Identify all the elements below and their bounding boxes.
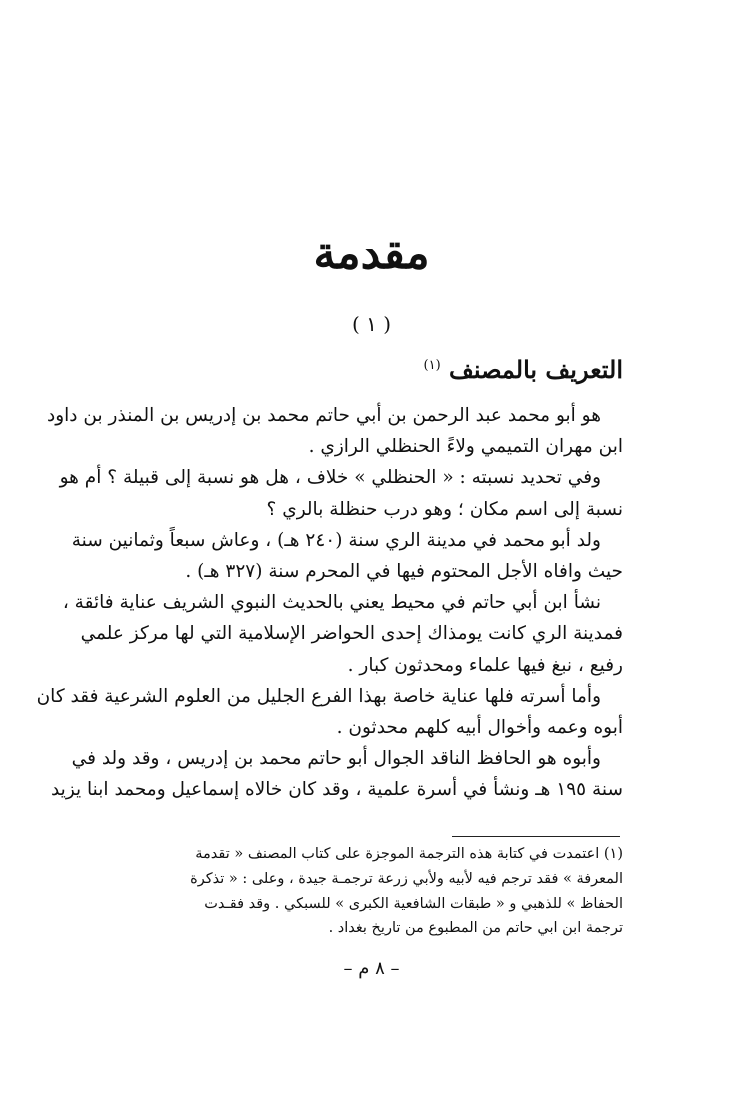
paragraph-line: نشأ ابن أبي حاتم في محيط يعني بالحديث النبوي الشريف عناية فائقة ،	[62, 592, 601, 614]
footnote-line: ترجمة ابن ابي حاتم من المطبوع من تاريخ بغداد .	[328, 920, 623, 937]
footnote-line: المعرفة » فقد ترجم فيه لأبيه ولأبي زرعة ترجمـة جيدة ، وعلى : « تذكرة	[190, 870, 623, 887]
paragraph-line: فمدينة الري كانت يومذاك إحدى الحواضر الإسلامية التي لها مركز علمي	[80, 623, 623, 645]
footnote-divider	[452, 836, 620, 837]
section-heading	[424, 355, 624, 384]
paragraph-line: وأبوه هو الحافظ الناقد الجوال أبو حاتم محمد بن إدريس ، وقد ولد في	[71, 748, 601, 770]
paragraph-line: وفي تحديد نسبته : « الحنظلي » خلاف ، هل هو نسبة إلى قبيلة ؟ أم هو	[59, 467, 601, 489]
footnote-line: الحفاظ » للذهبي و « طبقات الشافعية الكبرى » للسبكي . وقد فقـدت	[204, 895, 623, 912]
paragraph-line: ولد أبو محمد في مدينة الري سنة (٢٤٠ هـ) ، وعاش سبعاً وثمانين سنة	[71, 529, 601, 551]
paragraph-line: وأما أسرته فلها عناية خاصة بهذا الفرع الجليل من العلوم الشرعية فقد كان	[36, 685, 601, 707]
paragraph-line: هو أبو محمد عبد الرحمن بن أبي حاتم محمد بن إدريس بن المنذر بن داود	[47, 405, 601, 426]
paragraph-line: حيث وافاه الأجل المحتوم فيها في المحرم سنة (٣٢٧ هـ) .	[185, 560, 623, 582]
footnote	[118, 842, 623, 941]
body-text	[36, 400, 623, 805]
paragraph-line: أبوه وعمه وأخوال أبيه كلهم محدثون .	[336, 716, 623, 738]
paragraph-line: نسبة إلى اسم مكان ؛ وهو درب حنظلة بالري ؟	[266, 498, 623, 520]
section-heading-text: التعريف بالمصنف	[449, 355, 623, 384]
paragraph-line: رفيع ، نبغ فيها علماء ومحدثون كبار .	[347, 654, 623, 676]
footnote-line: (١) اعتمدت في كتابة هذه الترجمة الموجزة على كتاب المصنف « تقدمة	[195, 846, 623, 862]
paragraph-line: سنة ١٩٥ هـ ونشأ في أسرة علمية ، وقد كان خالاه إسماعيل ومحمد ابنا يزيد	[50, 779, 623, 801]
paragraph-line: ابن مهران التميمي ولاءً الحنظلي الرازي .	[308, 436, 623, 458]
page-number: – ٨ م –	[343, 958, 400, 979]
section-number: ( ١ )	[351, 312, 392, 336]
footnote-reference: (١)	[423, 358, 441, 373]
page-title: مقدمة	[313, 228, 430, 279]
